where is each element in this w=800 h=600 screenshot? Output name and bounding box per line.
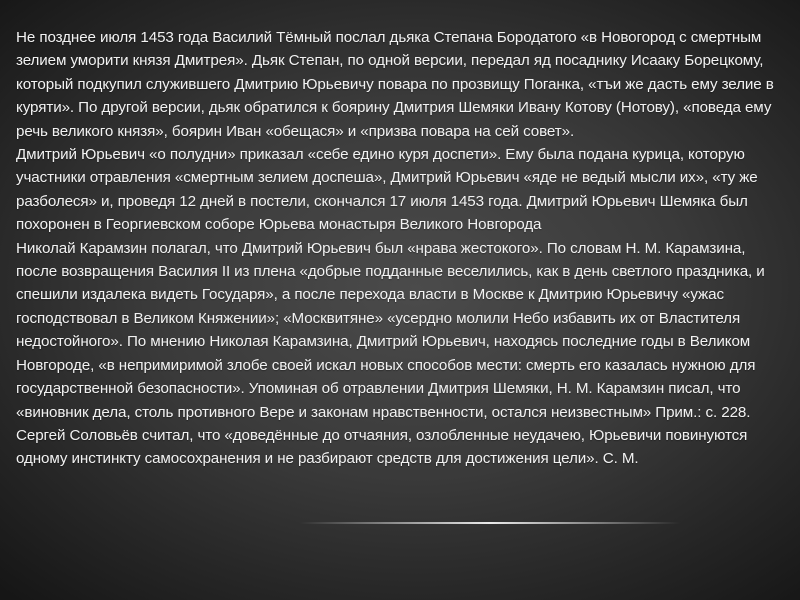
paragraph-death: Дмитрий Юрьевич «о полудни» приказал «себе едино куря доспети». Ему была подана курица, которую участники отравления «смертным зелием доспеша», Дмитрий Юрьевич «яде не ведый мысли их», «ту же разболеся» и, проведя 12 дней в постели, скончался 17 июля 1453 года. Дмитрий Юрьевич Шемяка был похоронен в Георгиевском соборе Юрьева монастыря Великого Новгорода: [16, 146, 758, 234]
paragraph-karamzin: Николай Карамзин полагал, что Дмитрий Юрьевич был «нрава жестокого». По словам Н. М. Карамзина, после возвращения Василия II из плена «добрые подданные веселились, как в день светлого праздника, и спешили издалека видеть Государя», а после перехода власти в Москве к Дмитрию Юрьевичу «ужас господствовал в Великом Княжении»; «Москвитяне» «усердно молили Небо избавить их от Властителя недостойного». По мнению Николая Карамзина, Дмитрий Юрьевич, находясь последние годы в Великом Новгороде, «в непримиримой злобе своей искал новых способов мести: смерть его казалась нужною для государственной безопасности». Упоминая об отравлении Дмитрия Шемяки, Н. М. Карамзин писал, что «виновник дела, столь противного Вере и законам нравственности, остался неизвестным» Прим.: с. 228. Сергей Соловьёв считал, что «доведённые до отчаяния, озлобленные неудачею, Юрьевичи повинуются одному инстинкту самосохранения и не разбирают средств для достижения цели». С. М.: [16, 239, 765, 468]
slide-body: [16, 26, 782, 471]
decorative-underline: [300, 522, 680, 524]
paragraph-poisoning-plot: Не позднее июля 1453 года Василий Тёмный послал дьяка Степана Бородатого «в Новогород с смертным зелием уморити князя Дмитрея». Дьяк Степан, по одной версии, передал яд посаднику Исааку Борецкому, который подкупил служившего Дмитрию Юрьевичу повара по прозвищу Поганка, «тъи же дасть ему зелие в куряти». По другой версии, дьяк обратился к боярину Дмитрия Шемяки Ивану Котову (Нотову), «поведа ему речь великого князя», боярин Иван «обещася» и «призва повара на сей совет».: [16, 29, 774, 140]
